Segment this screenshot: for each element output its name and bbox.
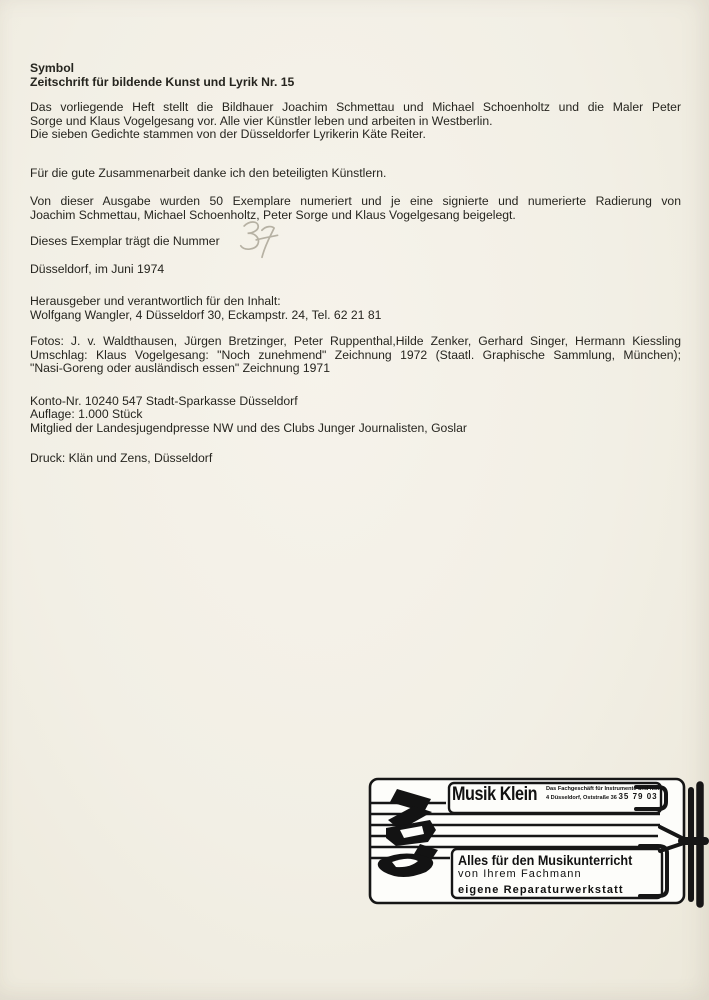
text-line: Joachim Schmettau, Michael Schoenholtz, Peter Sorge und Klaus Vogelgesang beigelegt.	[30, 207, 516, 222]
text-line: Druck: Klän und Zens, Düsseldorf	[30, 451, 213, 465]
text-line: Die sieben Gedichte stammen von der Düsseldorfer Lyrikerin Käte Reiter.	[30, 127, 426, 141]
text-line: Das vorliegende Heft stellt die Bildhauer Joachim Schmettau und Michael Schoenholtz und die Maler Peter	[30, 100, 681, 114]
paragraph-copy-number	[30, 235, 681, 249]
text-line: Mitglied der Landesjugendpresse NW und des Clubs Junger Journalisten, Goslar	[30, 420, 467, 435]
text-line: Für die gute Zusammenarbeit danke ich den beteiligten Künstlern.	[30, 165, 387, 180]
paragraph-place-date	[30, 263, 681, 277]
ad-store-name: Musik Klein	[452, 784, 538, 805]
ad-store-details	[546, 786, 664, 802]
ad-phone: 35 79 03	[618, 792, 658, 802]
paragraph-publisher	[30, 295, 681, 322]
text-line: "Nasi-Goreng oder ausländisch essen" Zeichnung 1971	[30, 361, 330, 375]
text-line: Von dieser Ausgabe wurden 50 Exemplare numeriert und je eine signierte und numerierte Radierung von	[30, 194, 681, 208]
text-line: Umschlag: Klaus Vogelgesang: "Noch zunehmend" Zeichnung 1972 (Staatl. Graphische Sammlung, München);	[30, 347, 681, 362]
text-column	[30, 62, 681, 466]
paragraph-credits	[30, 335, 681, 376]
music-store-ad	[364, 772, 709, 917]
paragraph-edition	[30, 195, 681, 222]
paragraph-printer	[30, 452, 681, 466]
text-line: Sorge und Klaus Vogelgesang vor. Alle vier Künstler leben und arbeiten in Westberlin.	[30, 113, 493, 128]
magazine-title: Symbol	[30, 61, 75, 75]
text-line: Dieses Exemplar trägt die Nummer	[30, 234, 220, 248]
paragraph-intro	[30, 101, 681, 142]
paragraph-bank-print	[30, 395, 681, 436]
colophon-text	[30, 101, 681, 466]
ad-address: 4 Düsseldorf, Oststraße 36	[546, 795, 617, 802]
text-line: Auflage: 1.000 Stück	[30, 407, 143, 421]
magazine-subtitle: Zeitschrift für bildende Kunst und Lyrik Nr. 15	[30, 74, 295, 89]
text-line: Düsseldorf, im Juni 1974	[30, 261, 165, 276]
text-line: Fotos: J. v. Waldthausen, Jürgen Bretzinger, Peter Ruppenthal,Hilde Zenker, Gerhard Singer, Hermann Kiessling	[30, 334, 681, 348]
ad-headline: Alles für den Musikunterricht	[458, 852, 633, 868]
text-line: Konto-Nr. 10240 547 Stadt-Sparkasse Düsseldorf	[30, 393, 298, 408]
handwritten-copy-number	[232, 216, 283, 269]
text-line: Wolfgang Wangler, 4 Düsseldorf 30, Eckampstr. 24, Tel. 62 21 81	[30, 307, 382, 322]
paragraph-thanks	[30, 167, 681, 181]
ad-subline-1: von Ihrem Fachmann	[458, 868, 582, 880]
ad-tagline: Das Fachgeschäft für Instrumente und Noten	[546, 786, 666, 792]
text-line: Herausgeber und verantwortlich für den Inhalt:	[30, 294, 281, 308]
ad-subline-2: eigene Reparaturwerkstatt	[458, 884, 624, 896]
masthead	[30, 62, 681, 89]
ad-address-line	[546, 793, 664, 802]
